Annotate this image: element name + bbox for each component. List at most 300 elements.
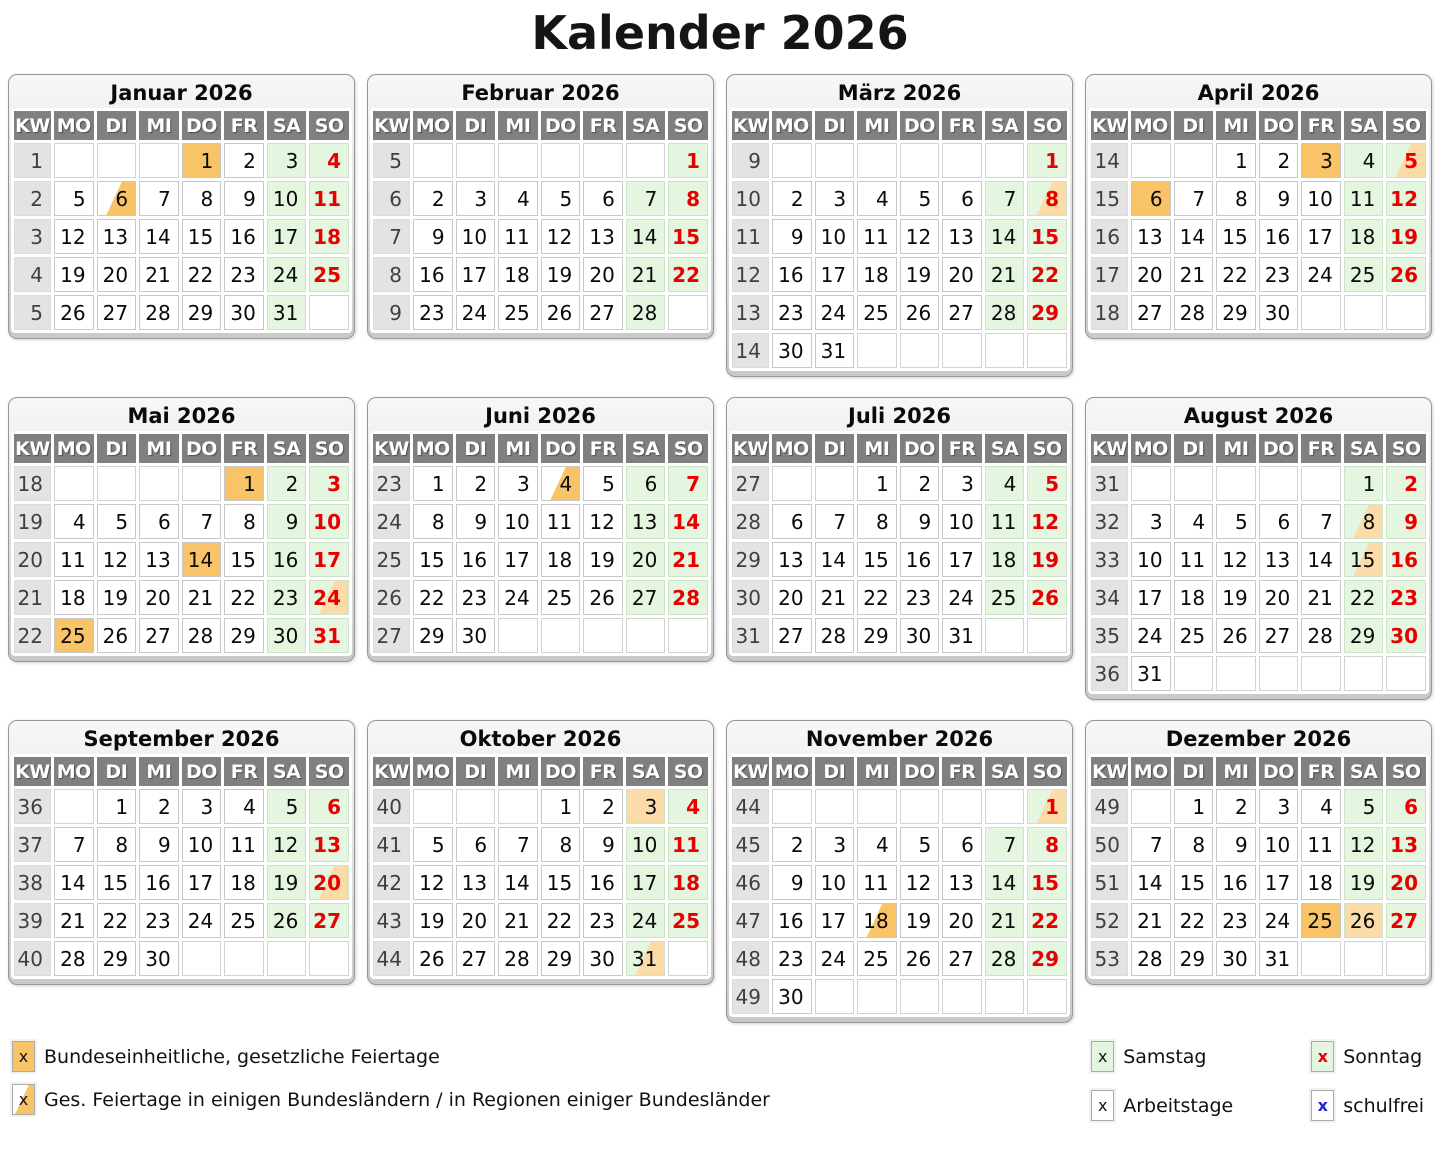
day-cell: 20	[309, 865, 349, 900]
day-cell: 13	[97, 219, 137, 254]
day-cell: 19	[413, 903, 453, 938]
month-table	[11, 431, 352, 656]
day-cell: 8	[1174, 827, 1214, 862]
kw-header: KW	[373, 757, 410, 786]
day-cell	[541, 618, 581, 653]
kw-header: KW	[373, 434, 410, 463]
day-cell: 8	[668, 181, 708, 216]
day-cell: 24	[626, 903, 666, 938]
weekday-header: MO	[54, 111, 94, 140]
kw-header: KW	[14, 757, 51, 786]
weekday-header: FR	[1301, 434, 1341, 463]
holiday-swatch-icon: x	[12, 1041, 35, 1072]
day-cell: 17	[182, 865, 222, 900]
day-cell: 2	[267, 466, 307, 501]
day-cell: 30	[224, 295, 264, 330]
day-cell	[1027, 618, 1067, 653]
day-cell: 30	[456, 618, 496, 653]
day-cell: 15	[97, 865, 137, 900]
day-cell	[815, 466, 855, 501]
day-cell	[139, 143, 179, 178]
day-cell: 23	[772, 941, 812, 976]
month-title: November 2026	[805, 727, 994, 751]
day-cell	[498, 789, 538, 824]
day-cell: 13	[942, 219, 982, 254]
day-cell: 20	[942, 257, 982, 292]
day-cell: 9	[1259, 181, 1299, 216]
day-cell	[1216, 466, 1256, 501]
kw-header: KW	[732, 434, 769, 463]
weekday-header: DO	[182, 757, 222, 786]
day-cell: 12	[1344, 827, 1384, 862]
day-cell: 1	[1027, 789, 1067, 824]
day-cell: 25	[668, 903, 708, 938]
day-cell: 20	[626, 542, 666, 577]
month-title: Juni 2026	[485, 404, 596, 428]
day-cell: 21	[985, 257, 1025, 292]
weekday-header: MI	[857, 111, 897, 140]
day-cell: 3	[815, 181, 855, 216]
weekday-header: FR	[583, 111, 623, 140]
day-cell: 10	[1259, 827, 1299, 862]
day-cell: 22	[668, 257, 708, 292]
day-cell: 20	[1259, 580, 1299, 615]
day-cell: 14	[985, 865, 1025, 900]
day-cell: 29	[224, 618, 264, 653]
workday-swatch-icon: x	[1091, 1090, 1114, 1121]
day-cell: 17	[309, 542, 349, 577]
day-cell: 23	[413, 295, 453, 330]
month-title: September 2026	[83, 727, 280, 751]
day-cell: 12	[1216, 542, 1256, 577]
weekday-header: SO	[309, 434, 349, 463]
day-cell: 19	[900, 257, 940, 292]
day-cell: 13	[139, 542, 179, 577]
weekday-header: DO	[541, 111, 581, 140]
day-cell: 11	[1344, 181, 1384, 216]
legend-item-schoolfree	[1311, 1090, 1424, 1121]
kw-cell: 32	[1091, 504, 1128, 539]
kw-header: KW	[14, 111, 51, 140]
day-cell	[857, 789, 897, 824]
day-cell: 29	[1344, 618, 1384, 653]
day-cell: 18	[541, 542, 581, 577]
day-cell: 27	[772, 618, 812, 653]
kw-cell: 50	[1091, 827, 1128, 862]
legend-item-saturday	[1091, 1041, 1233, 1072]
day-cell: 14	[54, 865, 94, 900]
day-cell: 27	[626, 580, 666, 615]
weekday-header: SO	[1027, 434, 1067, 463]
weekday-header: FR	[942, 111, 982, 140]
day-cell: 7	[1301, 504, 1341, 539]
day-cell: 30	[1216, 941, 1256, 976]
day-cell: 1	[857, 466, 897, 501]
month-title: Mai 2026	[127, 404, 236, 428]
day-cell: 29	[541, 941, 581, 976]
kw-cell: 29	[732, 542, 769, 577]
day-cell: 16	[900, 542, 940, 577]
month-calendar	[367, 720, 714, 985]
day-cell: 4	[985, 466, 1025, 501]
day-cell: 11	[541, 504, 581, 539]
day-cell	[1344, 295, 1384, 330]
day-cell: 14	[139, 219, 179, 254]
day-cell: 16	[413, 257, 453, 292]
day-cell: 22	[182, 257, 222, 292]
kw-cell: 28	[732, 504, 769, 539]
day-cell: 7	[626, 181, 666, 216]
day-cell	[815, 143, 855, 178]
month-table	[11, 754, 352, 979]
month-calendar	[367, 74, 714, 339]
day-cell: 20	[456, 903, 496, 938]
day-cell: 13	[626, 504, 666, 539]
kw-cell: 33	[1091, 542, 1128, 577]
day-cell: 25	[857, 941, 897, 976]
day-cell: 28	[815, 618, 855, 653]
day-cell: 23	[583, 903, 623, 938]
day-cell: 22	[541, 903, 581, 938]
kw-cell: 2	[14, 181, 51, 216]
day-cell: 20	[942, 903, 982, 938]
day-cell	[815, 789, 855, 824]
day-cell: 19	[97, 580, 137, 615]
day-cell: 2	[1259, 143, 1299, 178]
day-cell: 4	[309, 143, 349, 178]
day-cell: 16	[1216, 865, 1256, 900]
day-cell: 9	[413, 219, 453, 254]
day-cell: 9	[772, 219, 812, 254]
day-cell: 27	[309, 903, 349, 938]
weekday-header: SA	[1344, 111, 1384, 140]
day-cell: 8	[1027, 181, 1067, 216]
day-cell: 13	[1259, 542, 1299, 577]
day-cell: 11	[309, 181, 349, 216]
day-cell: 12	[583, 504, 623, 539]
legend-label: schulfrei	[1343, 1094, 1424, 1117]
day-cell: 26	[413, 941, 453, 976]
day-cell: 19	[267, 865, 307, 900]
kw-cell: 12	[732, 257, 769, 292]
day-cell: 14	[668, 504, 708, 539]
day-cell: 1	[413, 466, 453, 501]
day-cell: 21	[182, 580, 222, 615]
day-cell	[498, 143, 538, 178]
weekday-header: SA	[985, 434, 1025, 463]
day-cell	[583, 618, 623, 653]
day-cell: 22	[1027, 903, 1067, 938]
day-cell: 23	[139, 903, 179, 938]
day-cell: 30	[772, 979, 812, 1014]
day-cell: 17	[267, 219, 307, 254]
day-cell: 15	[668, 219, 708, 254]
kw-cell: 31	[1091, 466, 1128, 501]
day-cell: 22	[97, 903, 137, 938]
weekday-header: DI	[815, 111, 855, 140]
day-cell: 4	[1344, 143, 1384, 178]
day-cell: 3	[498, 466, 538, 501]
day-cell	[1131, 466, 1171, 501]
day-cell: 13	[1386, 827, 1426, 862]
month-calendar	[8, 397, 355, 662]
day-cell: 12	[97, 542, 137, 577]
day-cell: 10	[815, 219, 855, 254]
month-calendar	[8, 74, 355, 339]
day-cell: 20	[772, 580, 812, 615]
day-cell: 24	[498, 580, 538, 615]
day-cell: 4	[857, 827, 897, 862]
month-table	[370, 431, 711, 656]
day-cell: 10	[309, 504, 349, 539]
kw-cell: 3	[14, 219, 51, 254]
day-cell: 18	[985, 542, 1025, 577]
day-cell: 12	[1027, 504, 1067, 539]
calendar-page	[0, 6, 1440, 1153]
day-cell: 27	[139, 618, 179, 653]
day-cell	[772, 143, 812, 178]
day-cell: 25	[309, 257, 349, 292]
day-cell: 1	[1216, 143, 1256, 178]
day-cell: 11	[224, 827, 264, 862]
day-cell: 27	[456, 941, 496, 976]
day-cell: 18	[1344, 219, 1384, 254]
day-cell: 20	[139, 580, 179, 615]
kw-header: KW	[14, 434, 51, 463]
day-cell	[942, 789, 982, 824]
month-calendar	[8, 720, 355, 985]
day-cell: 7	[985, 181, 1025, 216]
day-cell: 21	[498, 903, 538, 938]
kw-cell: 4	[14, 257, 51, 292]
day-cell	[815, 979, 855, 1014]
day-cell: 7	[139, 181, 179, 216]
day-cell: 5	[541, 181, 581, 216]
day-cell: 21	[815, 580, 855, 615]
kw-cell: 53	[1091, 941, 1128, 976]
month-title: August 2026	[1183, 404, 1334, 428]
day-cell: 14	[1301, 542, 1341, 577]
day-cell: 19	[583, 542, 623, 577]
kw-cell: 35	[1091, 618, 1128, 653]
day-cell: 5	[1386, 143, 1426, 178]
weekday-header: MO	[413, 111, 453, 140]
day-cell: 26	[54, 295, 94, 330]
day-cell: 10	[182, 827, 222, 862]
day-cell: 23	[267, 580, 307, 615]
weekday-header: DO	[1259, 111, 1299, 140]
day-cell: 12	[900, 865, 940, 900]
kw-header: KW	[1091, 757, 1128, 786]
day-cell: 1	[541, 789, 581, 824]
day-cell: 5	[900, 181, 940, 216]
day-cell: 19	[900, 903, 940, 938]
day-cell: 28	[985, 295, 1025, 330]
day-cell	[900, 979, 940, 1014]
day-cell: 21	[54, 903, 94, 938]
day-cell	[985, 333, 1025, 368]
kw-cell: 9	[732, 143, 769, 178]
weekday-header: DO	[1259, 757, 1299, 786]
day-cell: 15	[413, 542, 453, 577]
day-cell: 23	[456, 580, 496, 615]
day-cell: 22	[1216, 257, 1256, 292]
day-cell	[1174, 143, 1214, 178]
weekday-header: FR	[1301, 757, 1341, 786]
day-cell: 5	[413, 827, 453, 862]
kw-cell: 36	[14, 789, 51, 824]
weekday-header: MO	[413, 757, 453, 786]
weekday-header: SO	[1386, 434, 1426, 463]
day-cell: 3	[456, 181, 496, 216]
day-cell	[668, 295, 708, 330]
day-cell: 3	[626, 789, 666, 824]
legend-item-sunday	[1311, 1041, 1424, 1072]
kw-header: KW	[1091, 111, 1128, 140]
weekday-header: DI	[1174, 757, 1214, 786]
kw-cell: 26	[373, 580, 410, 615]
month-table	[729, 431, 1070, 656]
month-calendar	[1085, 720, 1432, 985]
day-cell: 12	[900, 219, 940, 254]
weekday-header: MI	[1216, 434, 1256, 463]
kw-cell: 7	[373, 219, 410, 254]
day-cell: 24	[1301, 257, 1341, 292]
day-cell: 18	[1174, 580, 1214, 615]
day-cell: 3	[942, 466, 982, 501]
day-cell: 14	[1174, 219, 1214, 254]
day-cell: 15	[1216, 219, 1256, 254]
day-cell: 18	[857, 257, 897, 292]
day-cell: 24	[1259, 903, 1299, 938]
day-cell: 3	[1259, 789, 1299, 824]
day-cell: 15	[1344, 542, 1384, 577]
day-cell: 13	[1131, 219, 1171, 254]
day-cell	[985, 789, 1025, 824]
day-cell: 27	[1259, 618, 1299, 653]
day-cell	[1174, 656, 1214, 691]
day-cell: 9	[1386, 504, 1426, 539]
day-cell: 11	[668, 827, 708, 862]
day-cell	[942, 979, 982, 1014]
day-cell: 17	[498, 542, 538, 577]
kw-cell: 25	[373, 542, 410, 577]
day-cell: 31	[626, 941, 666, 976]
weekday-header: FR	[224, 757, 264, 786]
day-cell: 24	[1131, 618, 1171, 653]
day-cell: 29	[1174, 941, 1214, 976]
kw-cell: 17	[1091, 257, 1128, 292]
day-cell	[541, 143, 581, 178]
months-grid	[0, 74, 1440, 1023]
day-cell	[857, 333, 897, 368]
day-cell: 4	[1301, 789, 1341, 824]
day-cell: 21	[668, 542, 708, 577]
kw-cell: 5	[373, 143, 410, 178]
page-title: Kalender 2026	[531, 6, 909, 60]
weekday-header: SA	[626, 757, 666, 786]
kw-cell: 44	[373, 941, 410, 976]
day-cell: 25	[857, 295, 897, 330]
day-cell: 30	[139, 941, 179, 976]
day-cell: 2	[456, 466, 496, 501]
day-cell: 19	[541, 257, 581, 292]
day-cell: 31	[267, 295, 307, 330]
day-cell	[1174, 466, 1214, 501]
weekday-header: SA	[626, 111, 666, 140]
weekday-header: MO	[1131, 111, 1171, 140]
weekday-header: FR	[224, 111, 264, 140]
kw-cell: 52	[1091, 903, 1128, 938]
day-cell: 6	[97, 181, 137, 216]
day-cell	[1344, 656, 1384, 691]
month-title: April 2026	[1197, 81, 1320, 105]
day-cell: 9	[139, 827, 179, 862]
day-cell: 4	[224, 789, 264, 824]
day-cell: 30	[267, 618, 307, 653]
day-cell: 6	[1259, 504, 1299, 539]
day-cell: 31	[309, 618, 349, 653]
day-cell: 29	[1216, 295, 1256, 330]
day-cell: 29	[1027, 295, 1067, 330]
day-cell: 29	[97, 941, 137, 976]
day-cell: 18	[857, 903, 897, 938]
kw-cell: 27	[373, 618, 410, 653]
day-cell: 30	[583, 941, 623, 976]
day-cell: 16	[1259, 219, 1299, 254]
day-cell: 10	[1131, 542, 1171, 577]
weekday-header: SA	[985, 757, 1025, 786]
day-cell: 12	[267, 827, 307, 862]
day-cell	[54, 789, 94, 824]
day-cell	[1301, 656, 1341, 691]
day-cell: 29	[182, 295, 222, 330]
kw-cell: 43	[373, 903, 410, 938]
weekday-header: DO	[900, 434, 940, 463]
day-cell: 17	[1301, 219, 1341, 254]
day-cell	[626, 143, 666, 178]
day-cell: 11	[1301, 827, 1341, 862]
kw-cell: 34	[1091, 580, 1128, 615]
weekday-header: MO	[54, 757, 94, 786]
day-cell	[942, 333, 982, 368]
day-cell	[985, 143, 1025, 178]
day-cell: 5	[54, 181, 94, 216]
kw-cell: 16	[1091, 219, 1128, 254]
weekday-header: MO	[1131, 757, 1171, 786]
day-cell	[772, 466, 812, 501]
month-title: Dezember 2026	[1165, 727, 1352, 751]
day-cell: 2	[139, 789, 179, 824]
day-cell	[583, 143, 623, 178]
day-cell: 22	[413, 580, 453, 615]
day-cell: 17	[815, 903, 855, 938]
month-calendar	[726, 397, 1073, 662]
day-cell: 29	[1027, 941, 1067, 976]
weekday-header: FR	[942, 757, 982, 786]
day-cell: 24	[815, 295, 855, 330]
day-cell: 27	[97, 295, 137, 330]
weekday-header: SO	[668, 111, 708, 140]
day-cell: 5	[1216, 504, 1256, 539]
day-cell	[857, 979, 897, 1014]
kw-cell: 9	[373, 295, 410, 330]
weekday-header: MI	[139, 111, 179, 140]
weekday-header: MO	[1131, 434, 1171, 463]
month-table	[729, 754, 1070, 1017]
day-cell: 11	[1174, 542, 1214, 577]
day-cell: 13	[309, 827, 349, 862]
